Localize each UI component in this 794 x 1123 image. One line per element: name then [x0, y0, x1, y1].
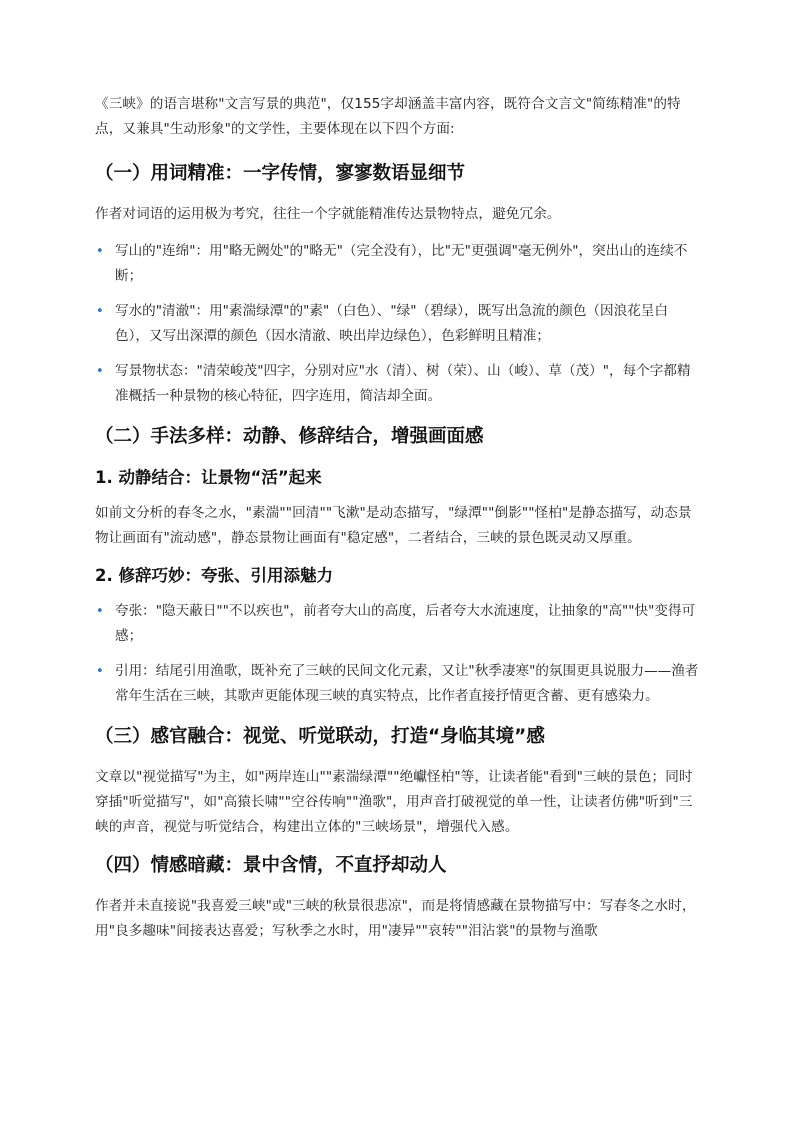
section-3-paragraph: 文章以"视觉描写"为主，如"两岸连山""素湍绿潭""绝巘怪柏"等，让读者能"看到"三峡的景色；同时穿插"听觉描写"，如"高猿长啸""空谷传响""渔歌"，用声音打破视觉的单一性，让读者仿佛"听到"三峡的声音，视觉与听觉结合，构建出立体的"三峡场景"，增强代入感。 [95, 769, 693, 835]
intro-paragraph: 《三峡》的语言堪称"文言写景的典范"，仅155字却涵盖丰富内容，既符合文言文"简练精准"的特点，又兼具"生动形象"的文学性，主要体现在以下四个方面: [95, 96, 681, 137]
list-item-text: 写山的"连绵"：用"略无阙处"的"略无"（完全没有），比"无"更强调"毫无例外"，突出山的连续不断； [115, 243, 688, 284]
list-item [95, 659, 699, 709]
list-item-text: 引用：结尾引用渔歌，既补充了三峡的民间文化元素，又让"秋季凄寒"的氛围更具说服力——渔者常年生活在三峡，其歌声更能体现三峡的真实特点，比作者直接抒情更含蓄、更有感染力。 [115, 663, 699, 704]
section-1-heading: （一）用词精准：一字传情，寥寥数语显细节 [95, 163, 466, 184]
bullet-icon: • [96, 664, 104, 679]
bullet-icon: • [96, 304, 104, 319]
section-2-heading: （二）手法多样：动静、修辞结合，增强画面感 [95, 426, 484, 447]
list-item [95, 599, 699, 649]
bullet-icon: • [96, 604, 104, 619]
list-item-text: 写水的"清澈"：用"素湍绿潭"的"素"（白色）、"绿"（碧绿），既写出急流的颜色（因浪花呈白色），又写出深潭的颜色（因水清澈、映出岸边绿色），色彩鲜明且精准； [115, 303, 668, 344]
subsection-2-2-bullet-list [95, 599, 699, 709]
section-4-paragraph: 作者并未直接说"我喜爱三峡"或"三峡的秋景很悲凉"，而是将情感藏在景物描写中：写春冬之水时，用"良多趣味"间接表达喜爱；写秋季之水时，用"凄异""哀转""泪沾裳"的景物与渔歌 [95, 898, 696, 939]
list-item-text: 写景物状态："清荣峻茂"四字，分别对应"水（清）、树（荣）、山（峻）、草（茂）"，每个字都精准概括一种景物的核心特征，四字连用，简洁却全面。 [115, 363, 691, 404]
subsection-2-1-paragraph: 如前文分析的春冬之水，"素湍""回清""飞漱"是动态描写，"绿潭""倒影""怪柏"是静态描写，动态景物让画面有"流动感"，静态景物让画面有"稳定感"，二者结合，三峡的景色既灵动又厚重。 [95, 505, 692, 546]
subsection-2-2-heading: 2. 修辞巧妙：夸张、引用添魅力 [95, 566, 333, 585]
section-4-heading: （四）情感暗藏：景中含情，不直抒却动人 [95, 855, 447, 876]
section-1-paragraph: 作者对词语的运用极为考究，往往一个字就能精准传达景物特点，避免冗余。 [95, 206, 561, 222]
list-item [95, 359, 699, 409]
list-item [95, 239, 699, 289]
section-3-heading: （三）感官融合：视觉、听觉联动，打造“身临其境”感 [95, 726, 545, 747]
list-item-text: 夸张："隐天蔽日""不以疾也"，前者夸大山的高度，后者夸大水流速度，让抽象的"高""快"变得可感； [115, 603, 696, 644]
bullet-icon: • [96, 364, 104, 379]
subsection-2-1-heading: 1. 动静结合：让景物“活”起来 [95, 468, 322, 487]
section-1-bullet-list [95, 239, 699, 409]
list-item [95, 299, 699, 349]
bullet-icon: • [96, 244, 104, 259]
